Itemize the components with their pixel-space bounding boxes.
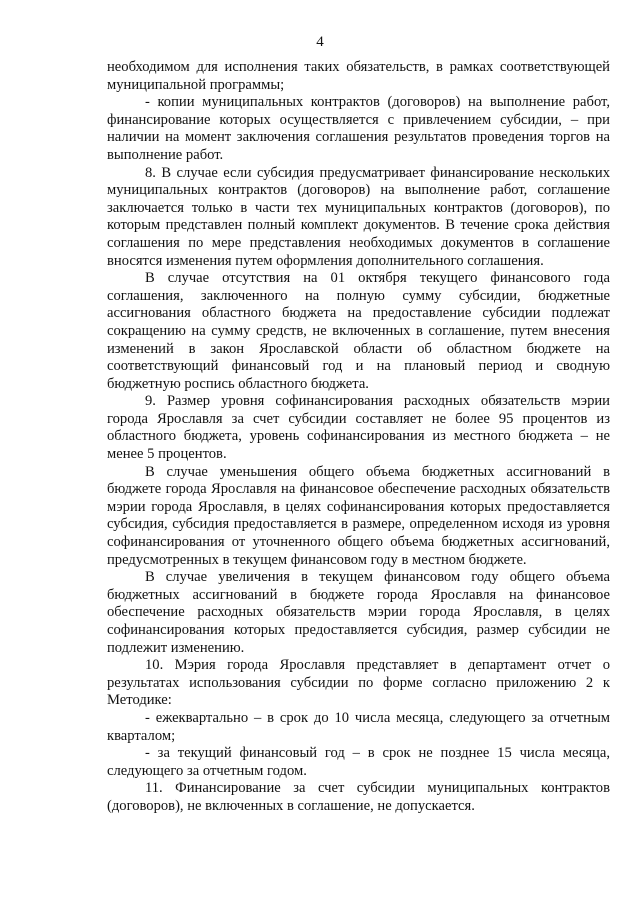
page-number: 4 [316, 34, 324, 50]
paragraph-continuation: необходимом для исполнения таких обязательств, в рамках соответствующей муниципальной программы; [107, 59, 610, 93]
paragraph-contract-copies: - копии муниципальных контрактов (договоров) на выполнение работ, финансирование которых осуществляется с привлечением субсидии, – при наличии на момент заключения соглашения результатов проведения торгов на выполнение работ. [107, 94, 610, 163]
paragraph-decrease-case: В случае уменьшения общего объема бюджетных ассигнований в бюджете города Ярославля на финансовое обеспечение расходных обязательств мэрии города Ярославля, в целях софинансирования которых предоставляется субсидия, субсидия предоставляется в размере, определенном исходя из уровня софинансирования от уточненного общего объема бюджетных ассигнований, предусмотренных в текущем финансовом году в местном бюджете. [107, 463, 610, 568]
paragraph-annual-report: - за текущий финансовый год – в срок не позднее 15 числа месяца, следующего за отчетным годом. [107, 745, 610, 779]
paragraph-clause-11: 11. Финансирование за счет субсидии муниципальных контрактов (договоров), не включенных в соглашение, не допускается. [107, 780, 610, 814]
paragraph-october-reduction: В случае отсутствия на 01 октября текущего финансового года соглашения, заключенного на полную сумму субсидии, бюджетные ассигнования областного бюджета на предоставление субсидии подлежат сокращению на сумму средств, не включенных в соглашение, путем внесения изменений в закон Ярославской области об областном бюджете на соответствующий финансовый год и на плановый период и сводную бюджетную роспись областного бюджета. [107, 270, 610, 392]
paragraph-clause-9: 9. Размер уровня софинансирования расходных обязательств мэрии города Ярославля за счет субсидии составляет не более 95 процентов из областного бюджета, уровень софинансирования из местного бюджета – не менее 5 процентов. [107, 393, 610, 463]
paragraph-increase-case: В случае увеличения в текущем финансовом году общего объема бюджетных ассигнований в бюджете города Ярославля на финансовое обеспечение расходных обязательств мэрии города Ярославля, в целях софинансирования которых предоставляется субсидия, размер субсидии не подлежит изменению. [107, 569, 610, 656]
document-body [107, 59, 610, 816]
paragraph-clause-8: 8. В случае если субсидия предусматривает финансирование нескольких муниципальных контрактов (договоров) на выполнение работ, соглашение заключается только в части тех муниципальных контрактов (договоров), по которым представлен полный комплект документов. В течение срока действия соглашения по мере представления необходимых документов в соглашение вносятся изменения путем оформления дополнительного соглашения. [107, 164, 610, 269]
paragraph-quarterly-report: - ежеквартально – в срок до 10 числа месяца, следующего за отчетным кварталом; [107, 709, 610, 744]
paragraph-clause-10: 10. Мэрия города Ярославля представляет в департамент отчет о результатах использования субсидии по форме согласно приложению 2 к Методике: [107, 657, 610, 709]
